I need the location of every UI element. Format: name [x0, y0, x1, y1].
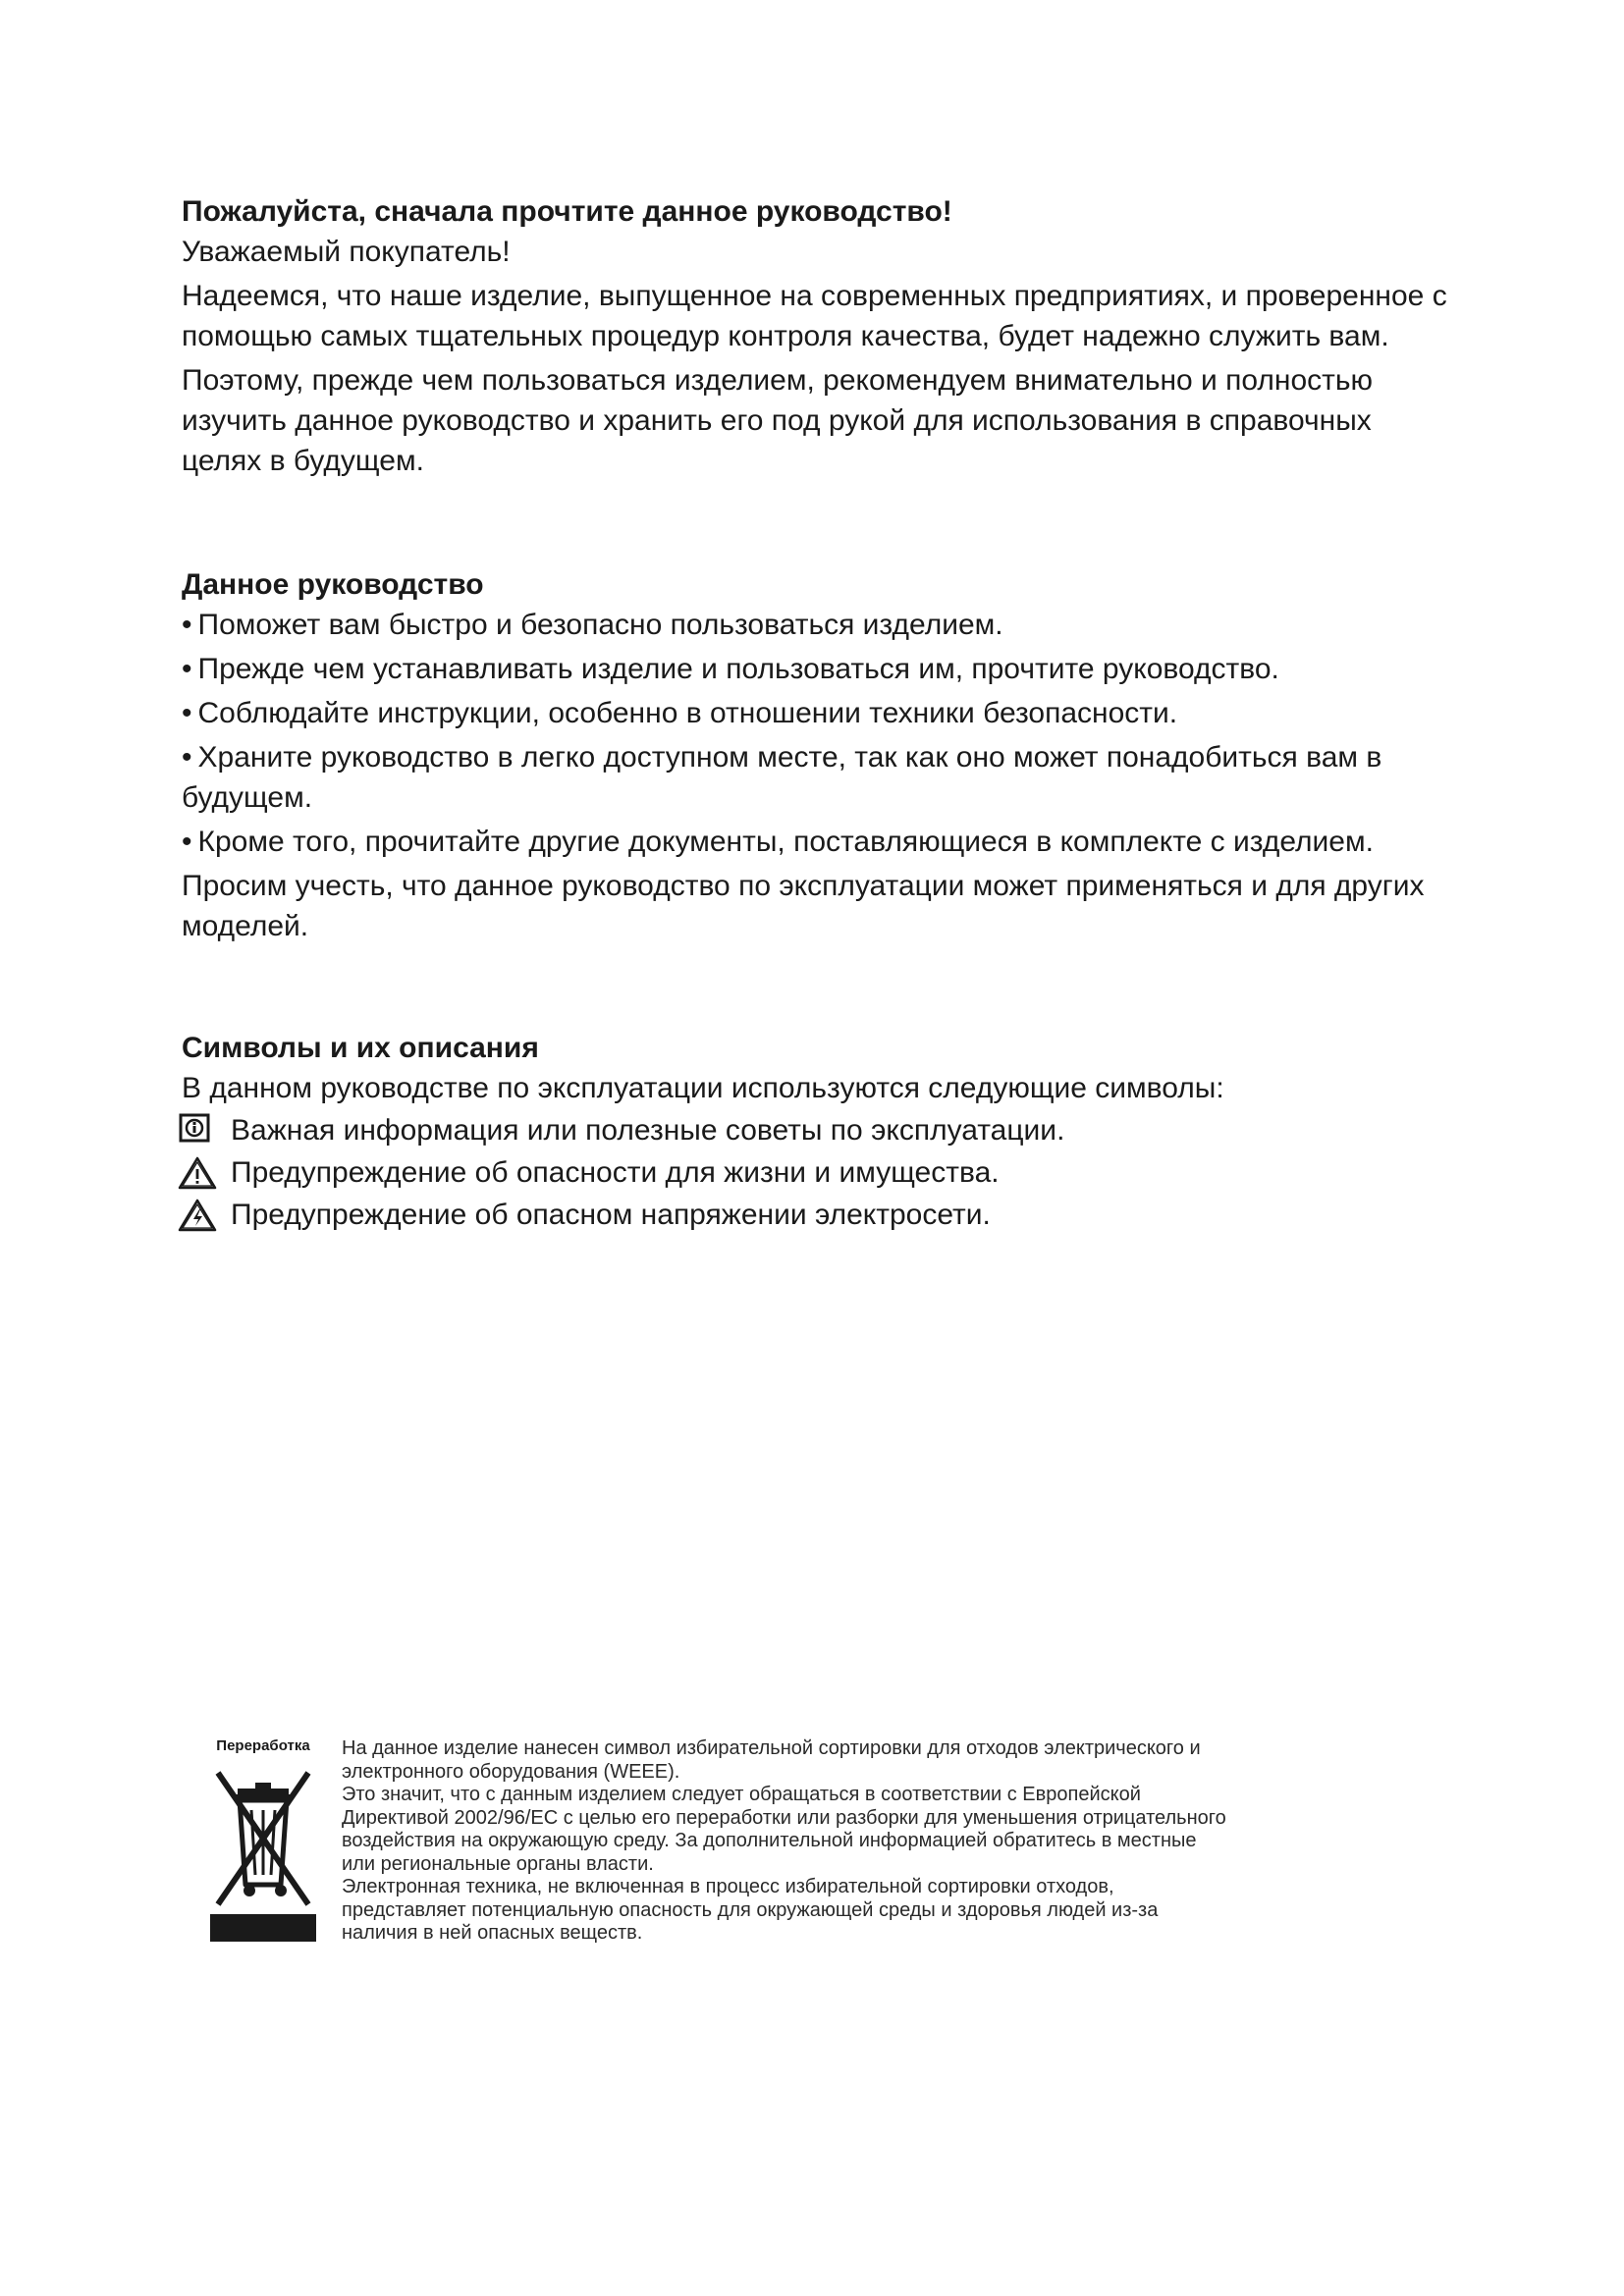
- greeting: Уважаемый покупатель!: [182, 236, 511, 268]
- manual-title: Данное руководство: [182, 568, 484, 601]
- manual-bullet: • Кроме того, прочитайте другие документы, поставляющиеся в комплекте с изделием.: [182, 826, 1374, 858]
- weee-icon-column: [208, 1737, 318, 1946]
- weee-icon-label: Переработка: [216, 1737, 310, 1754]
- crossed-bin-icon: [208, 1759, 318, 1946]
- symbol-row-warning: [182, 1152, 1458, 1193]
- symbol-info-text: Важная информация или полезные советы по эксплуатации.: [231, 1114, 1065, 1147]
- weee-line: Электронная техника, не включенная в процесс избирательной сортировки отходов,: [342, 1876, 1114, 1897]
- electric-warning-icon: [178, 1197, 221, 1234]
- weee-line: Это значит, что с данным изделием следует обращаться в соответствии с Европейской: [342, 1784, 1141, 1805]
- manual-bullet: • Прежде чем устанавливать изделие и пользоваться им, прочтите руководство.: [182, 653, 1279, 685]
- manual-note: Просим учесть, что данное руководство по эксплуатации может применяться и для других моделей.: [182, 870, 1425, 942]
- weee-text: [342, 1737, 1461, 1946]
- weee-line: электронного оборудования (WEEE).: [342, 1760, 680, 1783]
- weee-line: наличия в ней опасных веществ.: [342, 1922, 643, 1944]
- intro-section: [182, 192, 1458, 481]
- manual-bullet: • Поможет вам быстро и безопасно пользоваться изделием.: [182, 609, 1003, 641]
- symbols-intro: В данном руководстве по эксплуатации используются следующие символы:: [182, 1072, 1224, 1104]
- symbols-title: Символы и их описания: [182, 1032, 539, 1064]
- warning-icon: [178, 1154, 221, 1192]
- manual-section: [182, 565, 1458, 946]
- symbol-row-info: [182, 1110, 1458, 1150]
- manual-bullet: • Храните руководство в легко доступном месте, так как оно может понадобиться вам в будущем.: [182, 741, 1382, 814]
- weee-line: или региональные органы власти.: [342, 1852, 654, 1875]
- weee-line: представляет потенциальную опасность для окружающей среды и здоровья людей из-за: [342, 1898, 1159, 1921]
- manual-bullet: • Соблюдайте инструкции, особенно в отношении техники безопасности.: [182, 697, 1178, 729]
- weee-line: воздействия на окружающую среду. За дополнительной информацией обратитесь в местные: [342, 1830, 1197, 1851]
- symbol-warning-text: Предупреждение об опасности для жизни и имущества.: [231, 1156, 1000, 1189]
- weee-notice: [208, 1737, 1465, 1953]
- intro-paragraph-1: Надеемся, что наше изделие, выпущенное на современных предприятиях, и проверенное с помощью самых тщательных процедур контроля качества, будет надежно служить вам.: [182, 280, 1447, 352]
- symbol-electric-text: Предупреждение об опасном напряжении электросети.: [231, 1199, 991, 1231]
- intro-paragraph-2: Поэтому, прежде чем пользоваться изделием, рекомендуем внимательно и полностью изучить данное руководство и хранить его под рукой для использования в справочных целях в будущем.: [182, 364, 1374, 477]
- weee-line: На данное изделие нанесен символ избирательной сортировки для отходов электрического и: [342, 1737, 1201, 1759]
- weee-line: Директивой 2002/96/EC с целью его переработки или разборки для уменьшения отрицательного: [342, 1806, 1226, 1829]
- symbol-row-electric: [182, 1195, 1458, 1235]
- intro-title: Пожалуйста, сначала прочтите данное руководство!: [182, 195, 952, 228]
- symbols-section: [182, 1029, 1458, 1235]
- info-icon: [178, 1112, 221, 1149]
